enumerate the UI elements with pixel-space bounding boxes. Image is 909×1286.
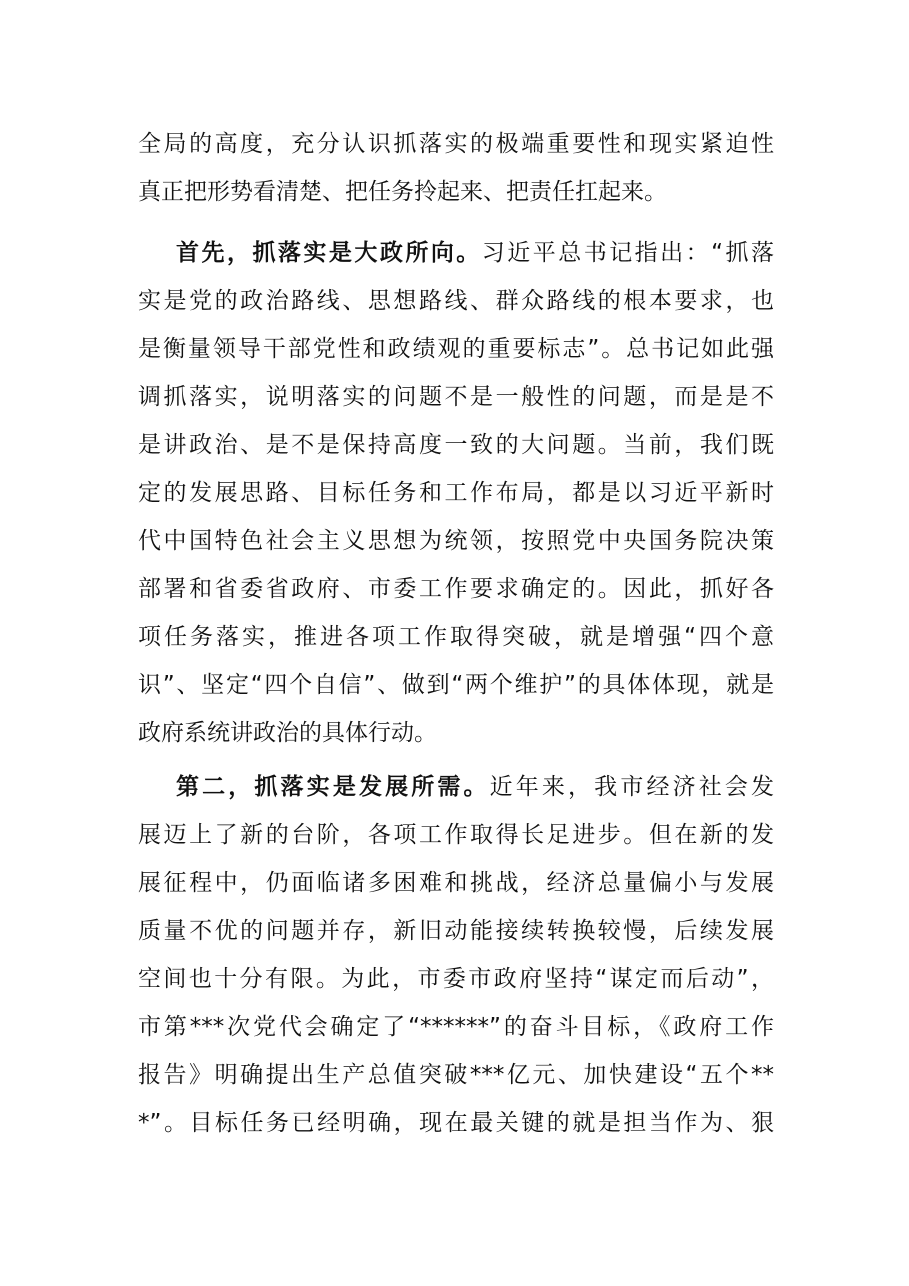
text-line	[138, 763, 774, 811]
paragraph-lead: 首先，抓落实是大政所向。	[176, 240, 482, 266]
text-line: 政府系统讲政治的具体行动。	[138, 720, 437, 746]
text-line: 项任务落实，推进各项工作取得突破，就是增强“四个意	[138, 624, 774, 650]
text-line: 质量不优的问题并存，新旧动能接续转换较慢，后续发展	[138, 918, 774, 944]
text-line: 全局的高度，充分认识抓落实的极端重要性和现实紧迫性	[138, 131, 774, 157]
text-span: 近年来，我市经济社会发	[489, 774, 774, 800]
text-line: 代中国特色社会主义思想为统领，按照党中央国务院决策	[138, 528, 774, 554]
text-line: 实是党的政治路线、思想路线、群众路线的根本要求，也	[138, 288, 774, 314]
text-line: 真正把形势看清楚、把任务拎起来、把责任扛起来。	[138, 179, 667, 205]
intro-paragraph	[138, 120, 774, 216]
paragraph-lead: 第二，抓落实是发展所需。	[176, 774, 490, 800]
text-span: 习近平总书记指出：“抓落	[481, 240, 774, 266]
paragraph-first	[138, 229, 774, 757]
text-line: 报告》明确提出生产总值突破***亿元、加快建设“五个**	[138, 1062, 774, 1088]
text-line: 部署和省委省政府、市委工作要求确定的。因此，抓好各	[138, 576, 774, 602]
text-line: 定的发展思路、目标任务和工作布局，都是以习近平新时	[138, 480, 774, 506]
text-line: 展迈上了新的台阶，各项工作取得长足进步。但在新的发	[138, 822, 774, 848]
paragraph-second	[138, 763, 774, 1147]
text-line: 识”、坚定“四个自信”、做到“两个维护”的具体体现，就是	[138, 672, 774, 698]
text-line: 是讲政治、是不是保持高度一致的大问题。当前，我们既	[138, 432, 774, 458]
text-line: 市第***次党代会确定了“******”的奋斗目标，《政府工作	[138, 1014, 774, 1040]
text-line: 调抓落实，说明落实的问题不是一般性的问题，而是是不	[138, 384, 774, 410]
text-line: 展征程中，仍面临诸多困难和挑战，经济总量偏小与发展	[138, 870, 774, 896]
text-line: 是衡量领导干部党性和政绩观的重要标志”。总书记如此强	[138, 336, 774, 362]
text-line: 空间也十分有限。为此，市委市政府坚持“谋定而后动”，	[138, 966, 774, 992]
text-line	[138, 229, 774, 277]
text-line: *”。目标任务已经明确，现在最关键的就是担当作为、狠	[138, 1110, 774, 1136]
